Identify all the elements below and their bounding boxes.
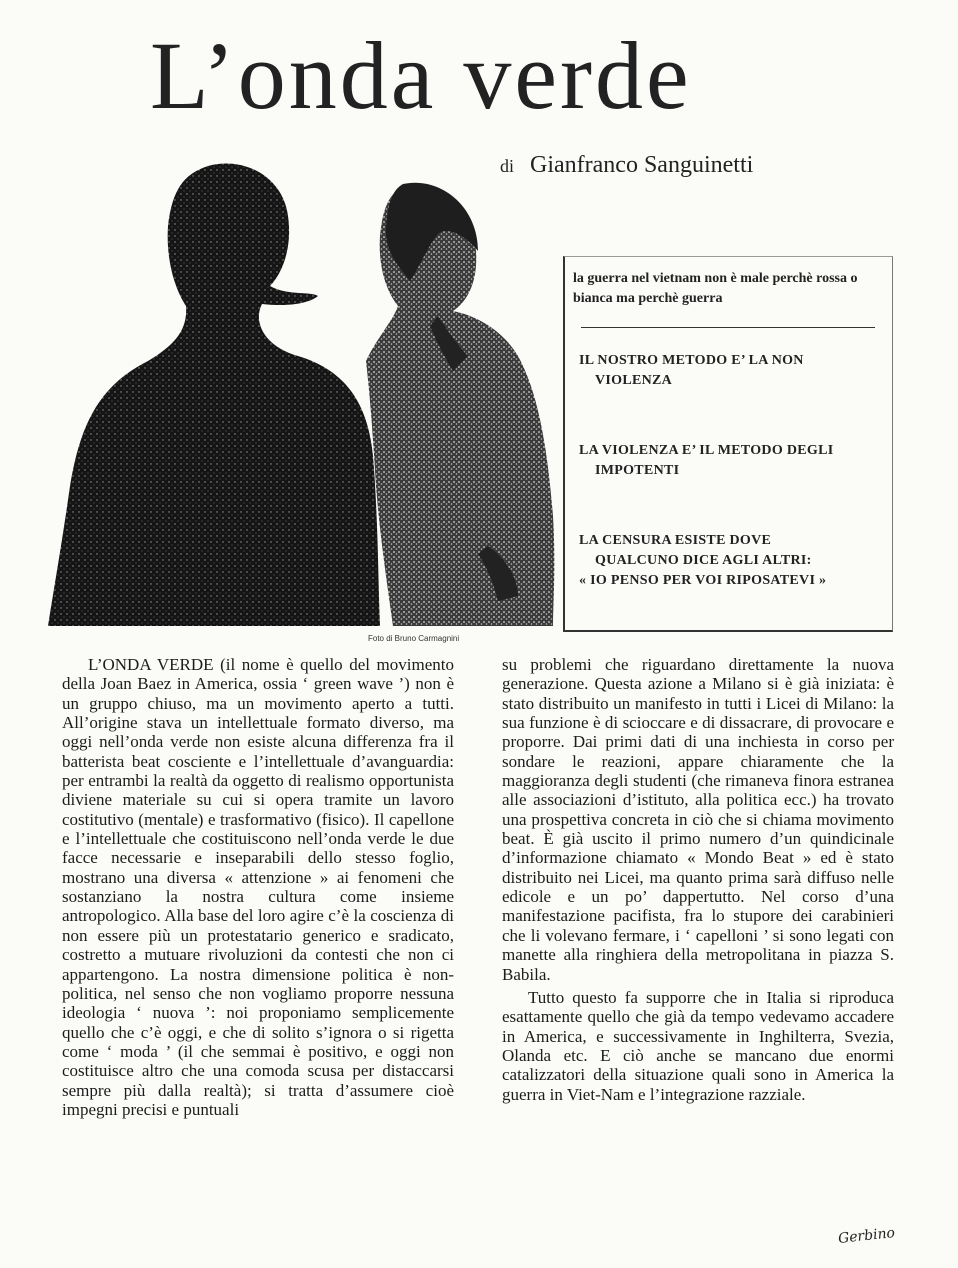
photo: [48, 156, 558, 626]
article-paragraph: Tutto questo fa supporre che in Italia si riproduca esattamente quello che già da tempo vedevamo accadere in America, e successivamente in Inghilterra, Svezia, Olanda etc. E ciò anche se mancano due enormi catalizzatori della situazione quali sono in America la guerra in Viet-Nam e l’integrazione razziale.: [502, 987, 894, 1104]
motto-1-line-2: VIOLENZA: [595, 373, 673, 388]
quote-box: [563, 256, 893, 632]
motto-1: [579, 351, 879, 391]
article-paragraph: su problemi che riguardano direttamente la nuova generazione. Questa azione a Milano si è già iniziata: è stato distribuito un manifesto in tutti i Licei di Milano: la sua funzione è di scioccare e di dissacrare, di provocare e proporre. Dai primi dati di una inchiesta in corso per sondare le reazioni, appare chiaramente che la maggioranza degli studenti (che rimaneva finora estranea alle associazioni d’istituto, alla politica ecc.) ha trovato una prospettiva concreta in ciò che si chiama movimento beat. È già uscito il primo numero d’un quindicinale d’informazione chiamato « Mondo Beat » ed è stato distribuito nei Licei, ma quanto prima sarà diffuso nelle edicole e un po’ dappertutto. Nel corso d’una manifestazione pacifista, fra lo stupore dei carabinieri che li volevano fermare, i ‘ capelloni ’ si sono legati con manette alla ringhiera della metropolitana in piazza S. Babila.: [502, 655, 894, 984]
motto-3-line-1: LA CENSURA ESISTE DOVE: [579, 533, 772, 548]
motto-2-line-1: LA VIOLENZA E’ IL METODO DEGLI: [579, 443, 834, 458]
article-column-left: [62, 655, 454, 1119]
article-column-right: [502, 655, 894, 1104]
article-title: L’onda verde: [150, 22, 692, 129]
motto-3-line-3: « IO PENSO PER VOI RIPOSATEVI »: [579, 573, 827, 588]
signature: Gerbino: [837, 1225, 896, 1247]
quote-divider: [581, 327, 875, 328]
two-silhouettes-photo-icon: [48, 156, 558, 626]
byline-prefix: di: [500, 156, 515, 176]
motto-1-line-1: IL NOSTRO METODO E’ LA NON: [579, 353, 804, 368]
article-paragraph: L’ONDA VERDE (il nome è quello del movimento della Joan Baez in America, ossia ‘ green wave ’) non è un gruppo chiuso, ma un movimento aperto a tutti. All’origine stava un intellettuale formato diverso, ma oggi nell’onda verde non esiste alcuna differenza fra il batterista beat cosciente e l’intellettuale d’avanguardia: per entrambi la realtà da oggetto di realismo opportunista diviene materiale su cui si opera tramite un lavoro costitutivo (mentale) e trasformativo (fisico). Il capellone e l’intellettuale che costituiscono nell’onda verde le due facce necessarie e inseparabili dello stesso foglio, mostrano una diversa « attenzione » ai fenomeni che sostanziano la nostra cultura come insieme antropologico. Alla base del loro agire c’è la coscienza di non essere più un protestatario generico e sradicato, costretto a mutuare rivoluzioni da contesti che non ci appartengono. La nostra dimensione politica è non-politica, nel senso che non vogliamo proporre nessuna ideologia ‘ nuova ’: noi proponiamo semplicemente quello che c’è oggi, e che di solito s’ignora o si rigetta come ‘ moda ’ (il che semmai è positivo, e oggi non costituisce altro che una comoda scusa per distaccarsi sempre più dalla realtà); si tratta d’assumere cioè impegni precisi e puntuali: [62, 655, 454, 1119]
motto-2-line-2: IMPOTENTI: [595, 463, 680, 478]
photo-credit: Foto di Bruno Carmagnini: [368, 634, 460, 643]
motto-3-line-2: QUALCUNO DICE AGLI ALTRI:: [595, 553, 812, 568]
quote-intro: la guerra nel vietnam non è male perchè rossa o bianca ma perchè guerra: [573, 271, 858, 306]
motto-3: [579, 531, 879, 591]
author-name: Gianfranco Sanguinetti: [530, 152, 754, 178]
motto-2: [579, 441, 879, 481]
